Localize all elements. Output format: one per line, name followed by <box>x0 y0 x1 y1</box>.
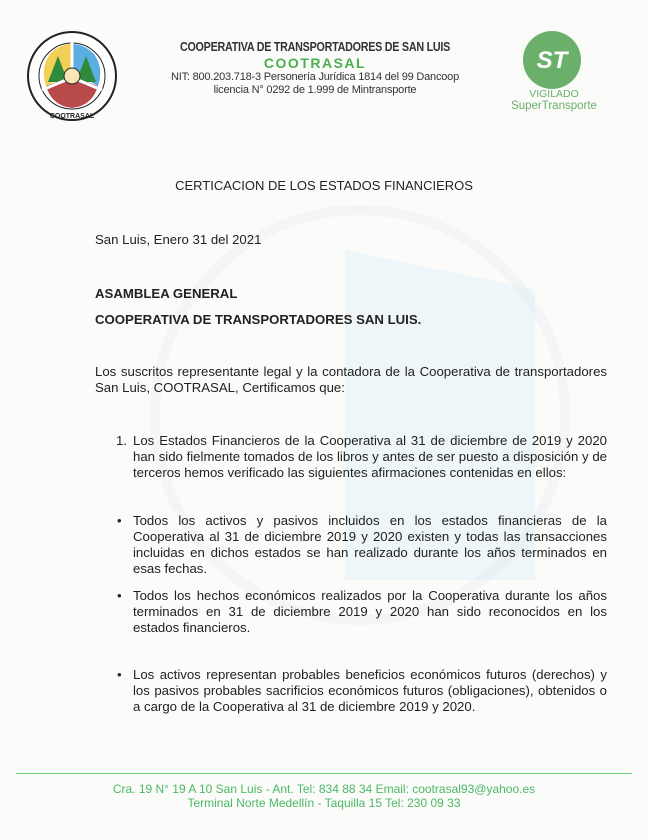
intro-paragraph: Los suscritos representante legal y la contadora de la Cooperativa de transportadores San Luis, COOTRASAL, Certificamos que: <box>95 364 607 395</box>
brand-name: COOTRASAL <box>263 55 367 71</box>
legal-info-line-2: licencia N° 0292 de 1.999 de Mintransporte <box>213 84 417 96</box>
supertransporte-caption: SuperTransporte <box>511 100 597 112</box>
addressee-line-2: COOPERATIVA DE TRANSPORTADORES SAN LUIS. <box>95 312 422 327</box>
list-marker-number: 1. <box>116 433 127 448</box>
footer-terminal: Terminal Norte Medellín - Taquilla 15 Tel: 230 09 33 <box>187 796 461 810</box>
bullet-icon: • <box>117 513 122 528</box>
bullet-item-2: Todos los hechos económicos realizados por la Cooperativa durante los años terminados en 31 de diciembre 2019 y 2020 han sido reconocidos en los estados financieros. <box>133 588 607 635</box>
footer-address: Cra. 19 N° 19 A 10 San Luis - Ant. Tel: 834 88 34 Email: cootrasal93@yahoo.es <box>112 782 536 796</box>
addressee-line-1: ASAMBLEA GENERAL <box>95 286 238 301</box>
bullet-item-3: Los activos representan probables beneficios económicos futuros (derechos) y los pasivos probables sacrificios económicos futuros (obligaciones), obtenidos o a cargo de la Cooperativa al 31 de diciembre 2019 y 2020. <box>133 667 607 714</box>
vigilado-caption: VIGILADO <box>529 88 579 100</box>
bullet-item-1: Todos los activos y pasivos incluidos en los estados financieras de la Cooperativa al 31 de diciembre 2019 y 2020 existen y todas las transacciones incluidas en dichos estados se han realizado durante los años terminados en esas fechas. <box>133 513 607 576</box>
document-date: San Luis, Enero 31 del 2021 <box>95 232 262 247</box>
svg-text:ST: ST <box>536 47 568 74</box>
svg-text:COOTRASAL: COOTRASAL <box>49 113 95 120</box>
supertransporte-logo-icon <box>522 30 582 90</box>
document-title: CERTICACION DE LOS ESTADOS FINANCIEROS <box>175 178 473 193</box>
footer-divider <box>16 773 632 774</box>
cootrasal-seal-logo-icon <box>26 30 118 122</box>
organization-name: COOPERATIVA DE TRANSPORTADORES DE SAN LUIS <box>179 40 451 54</box>
bullet-icon: • <box>117 667 122 682</box>
numbered-item-1: Los Estados Financieros de la Cooperativa al 31 de diciembre de 2019 y 2020 han sido fielmente tomados de los libros y antes de ser puesto a disposición y de terceros hemos verificado las siguientes afirmaciones contenidas en ellos: <box>133 433 607 480</box>
legal-info-line-1: NIT: 800.203.718-3 Personería Jurídica 1814 del 99 Dancoop <box>170 71 460 83</box>
letterhead <box>140 40 490 97</box>
bullet-icon: • <box>117 588 122 603</box>
